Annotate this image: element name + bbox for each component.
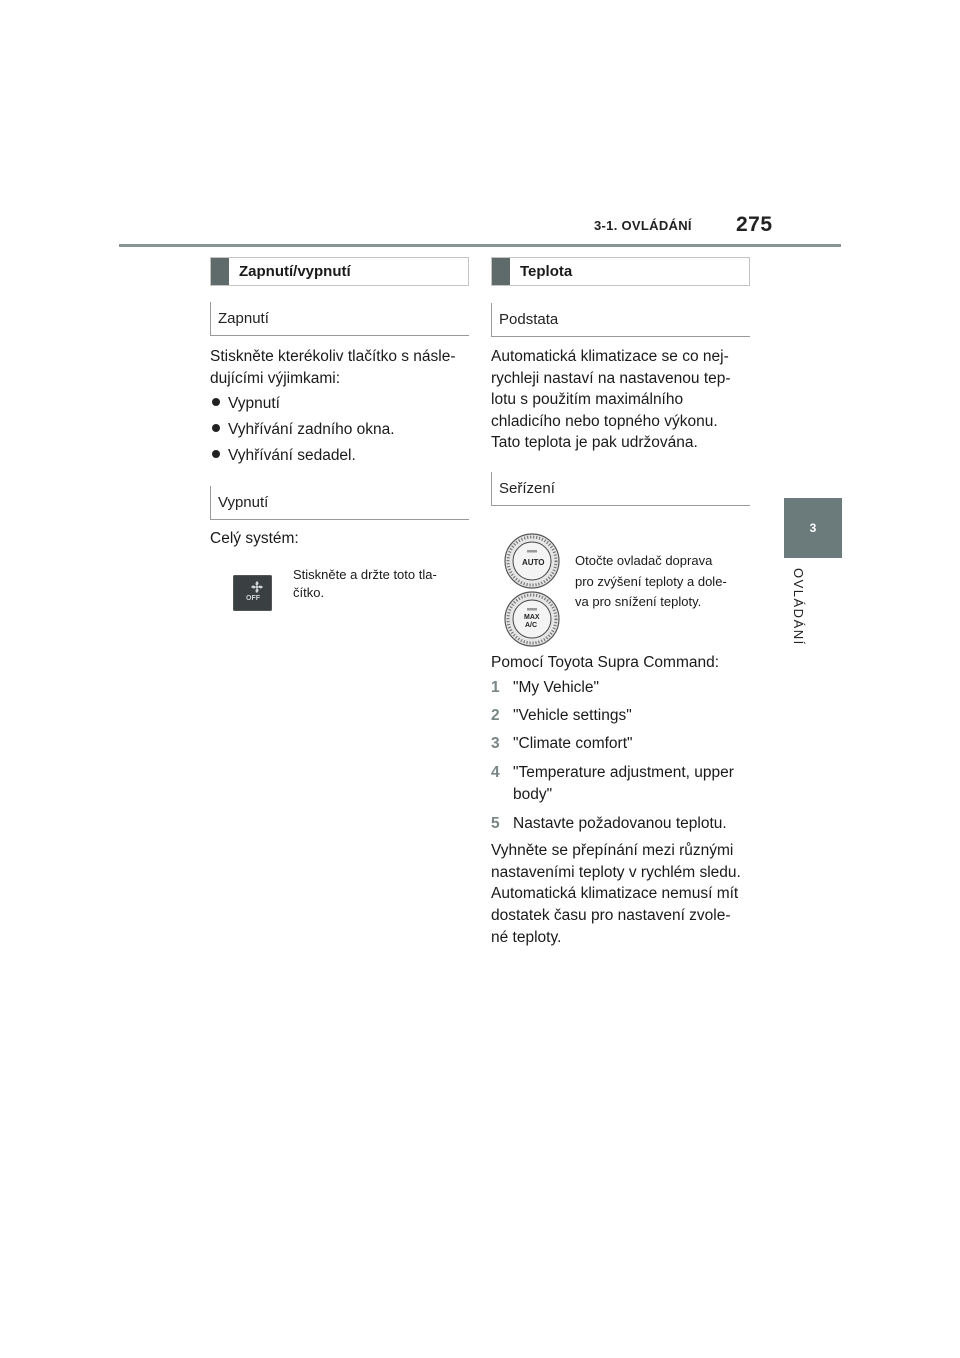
on-text-line2: dujícími výjimkami: [210, 370, 341, 387]
closing-line: Vyhněte se přepínání mezi různými [491, 842, 734, 859]
knob-max-label: MAX [524, 614, 540, 621]
list-item [212, 446, 356, 466]
chapter-label: OVLÁDÁNÍ [791, 568, 806, 646]
closing-line: dostatek času pro nastavení zvole- [491, 907, 731, 924]
step-item [491, 705, 632, 726]
adjust-note-line: Otočte ovladač doprava [575, 553, 713, 568]
step-item [491, 677, 599, 698]
list-item-text: Vypnutí [228, 395, 280, 412]
knob-auto-label: AUTO [522, 558, 545, 567]
step-text: "My Vehicle" [513, 679, 599, 696]
knob-auto-image [503, 532, 561, 590]
principle-line: lotu s použitím maximálního [491, 391, 684, 408]
step-text: "Vehicle settings" [513, 707, 632, 724]
bullet-dot [212, 450, 220, 458]
section-title: Zapnutí/vypnutí [239, 263, 351, 280]
off-button-image [233, 575, 272, 611]
subheading-adjust: Seřízení [491, 472, 750, 506]
on-text-line1: Stiskněte kterékoliv tlačítko s násle- [210, 348, 456, 365]
closing-line: nastaveními teploty v rychlém sledu. [491, 864, 741, 881]
command-intro: Pomocí Toyota Supra Command: [491, 654, 720, 671]
header-divider [119, 244, 841, 247]
subheading-principle: Podstata [491, 303, 750, 337]
principle-line: chladicího nebo topného výkonu. [491, 413, 718, 430]
step-number: 2 [491, 707, 500, 724]
bullet-dot [212, 424, 220, 432]
step-text: "Climate comfort" [513, 735, 633, 752]
section-header-on-off [210, 257, 469, 286]
adjust-note-line: pro zvýšení teploty a dole- [575, 574, 727, 589]
off-button-label: OFF [246, 595, 260, 602]
knob-ac-label: A/C [525, 622, 538, 629]
step-text: Nastavte požadovanou teplotu. [513, 815, 727, 832]
step-item [491, 762, 734, 783]
running-header-section: 3-1. OVLÁDÁNÍ [594, 218, 692, 233]
list-item [212, 420, 395, 440]
step-number: 1 [491, 679, 500, 696]
step-number: 5 [491, 815, 500, 832]
off-note-line2: čítko. [293, 585, 325, 600]
section-marker [492, 258, 510, 285]
step-text: "Temperature adjustment, upper [513, 764, 734, 781]
section-header-temperature [491, 257, 750, 286]
closing-line: Automatická klimatizace nemusí mít [491, 885, 739, 902]
step-item [491, 813, 727, 834]
principle-line: rychleji nastaví na nastavenou tep- [491, 370, 731, 387]
list-item-text: Vyhřívání zadního okna. [228, 421, 395, 438]
off-note-line1: Stiskněte a držte toto tla- [293, 567, 437, 582]
chapter-number: 3 [809, 521, 817, 535]
subheading-on: Zapnutí [210, 302, 469, 336]
list-item-text: Vyhřívání sedadel. [228, 447, 356, 464]
knob-max-ac-image [503, 590, 561, 648]
subheading-off: Vypnutí [210, 486, 469, 520]
step-number: 4 [491, 764, 500, 781]
step-text-continued: body" [513, 786, 553, 803]
off-text: Celý systém: [210, 530, 299, 547]
step-number: 3 [491, 735, 500, 752]
principle-line: Tato teplota je pak udržována. [491, 434, 698, 451]
page-number: 275 [736, 213, 773, 236]
fan-icon [233, 575, 272, 611]
closing-line: né teploty. [491, 929, 562, 946]
adjust-note-line: va pro snížení teploty. [575, 594, 702, 609]
list-item [212, 394, 280, 414]
section-marker [211, 258, 229, 285]
principle-line: Automatická klimatizace se co nej- [491, 348, 729, 365]
step-item [491, 733, 633, 754]
chapter-tab [784, 498, 842, 558]
bullet-dot [212, 398, 220, 406]
section-title: Teplota [520, 263, 573, 280]
